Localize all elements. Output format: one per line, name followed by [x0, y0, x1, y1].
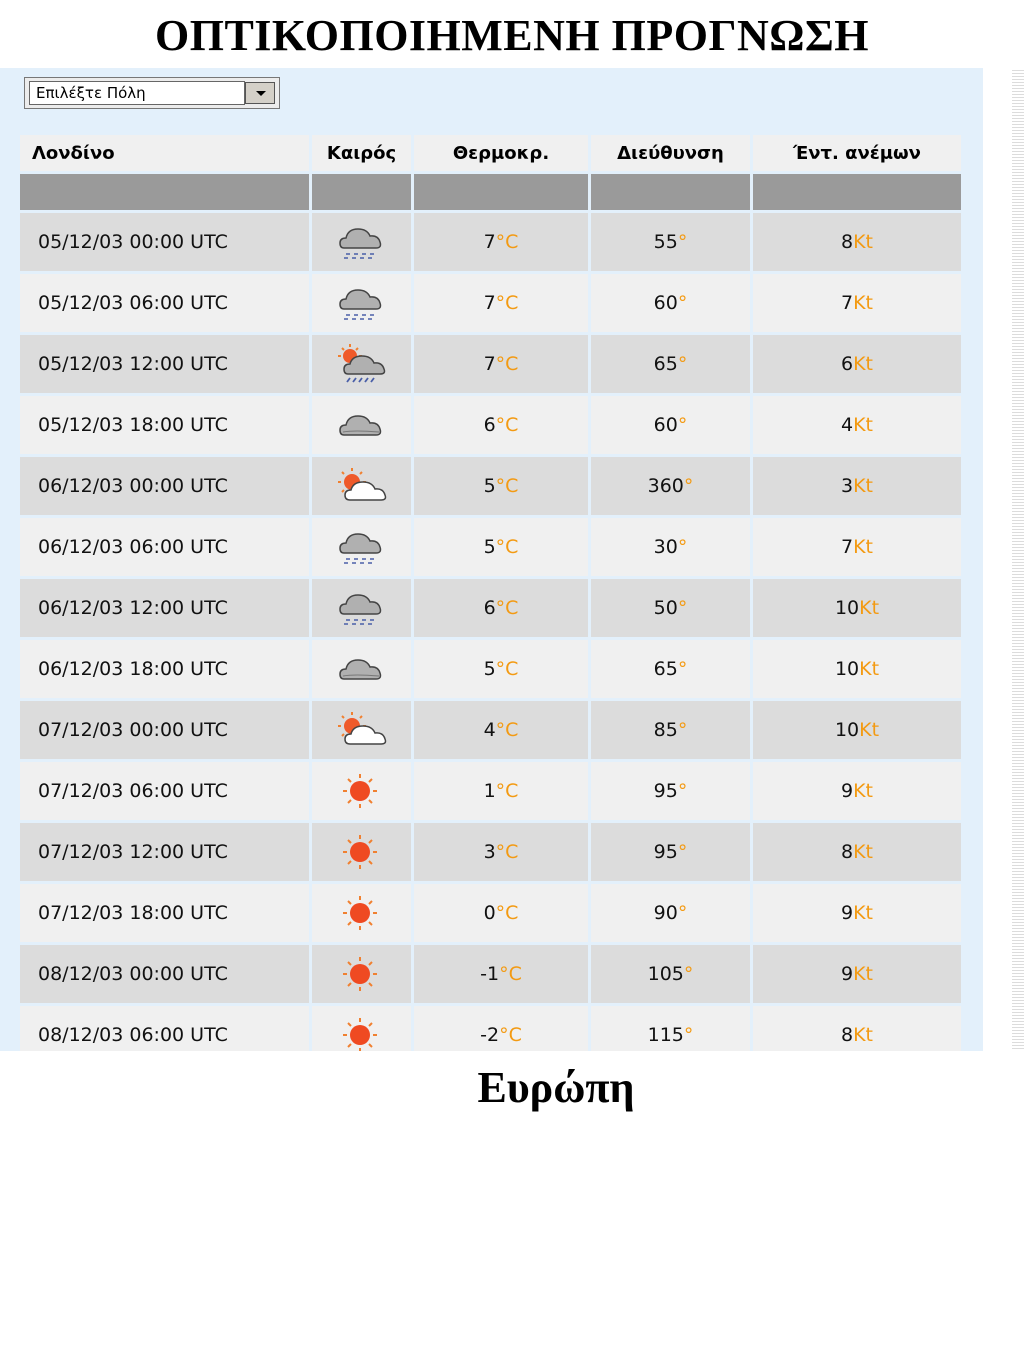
table-row	[20, 823, 961, 881]
time-cell	[20, 762, 309, 820]
direction-unit: °	[683, 963, 694, 985]
wind-speed-value: 9	[840, 780, 854, 802]
temperature-cell	[414, 884, 588, 942]
wind-speed-value: 9	[840, 902, 854, 924]
time-text: 07/12/03 06:00 UTC	[38, 780, 228, 802]
temperature-value: 4	[483, 719, 496, 741]
wind-speed-value: 10	[834, 719, 860, 741]
direction-value: 30	[653, 536, 678, 558]
direction-cell	[591, 457, 750, 515]
weather-cell	[312, 945, 411, 1003]
forecast-table	[17, 132, 964, 1051]
header-temperature: Θερμοκρ.	[414, 135, 588, 171]
wind-speed-cell	[753, 1006, 961, 1051]
cloud-drizzle-icon	[334, 220, 390, 264]
direction-cell	[591, 518, 750, 576]
temperature-cell	[414, 1006, 588, 1051]
temperature-unit: °C	[495, 597, 519, 619]
wind-speed-unit: Kt	[853, 231, 873, 253]
city-select[interactable]	[24, 77, 280, 109]
direction-unit: °	[683, 475, 694, 497]
weather-cell	[312, 213, 411, 271]
temperature-cell	[414, 518, 588, 576]
wind-speed-value: 8	[840, 1024, 854, 1046]
sun-icon	[334, 952, 390, 996]
temperature-value: -2	[480, 1024, 500, 1046]
table-row	[20, 579, 961, 637]
temperature-value: -1	[480, 963, 500, 985]
wind-speed-unit: Kt	[853, 841, 873, 863]
wind-speed-unit: Kt	[853, 963, 873, 985]
direction-cell	[591, 823, 750, 881]
wind-speed-unit: Kt	[859, 658, 880, 680]
temperature-value: 5	[483, 475, 496, 497]
temperature-cell	[414, 213, 588, 271]
direction-unit: °	[677, 292, 688, 314]
direction-cell	[591, 1006, 750, 1051]
spacer-cell	[312, 174, 411, 210]
scrollbar-edge	[1012, 70, 1024, 1050]
direction-cell	[591, 396, 750, 454]
wind-speed-cell	[753, 640, 961, 698]
time-text: 05/12/03 18:00 UTC	[38, 414, 228, 436]
page-title: ΟΠΤΙΚΟΠΟΙΗΜΕΝΗ ΠΡΟΓΝΩΣΗ	[155, 11, 869, 60]
direction-value: 95	[653, 841, 678, 863]
wind-speed-unit: Kt	[853, 1024, 873, 1046]
direction-value: 65	[653, 353, 678, 375]
time-text: 06/12/03 06:00 UTC	[38, 536, 228, 558]
direction-unit: °	[677, 841, 688, 863]
wind-speed-value: 4	[840, 414, 854, 436]
wind-speed-value: 8	[840, 231, 854, 253]
direction-unit: °	[677, 902, 688, 924]
temperature-unit: °C	[499, 1024, 522, 1046]
direction-unit: °	[677, 597, 688, 619]
wind-speed-cell	[753, 762, 961, 820]
table-row	[20, 884, 961, 942]
table-row	[20, 640, 961, 698]
wind-speed-unit: Kt	[859, 719, 880, 741]
time-text: 05/12/03 00:00 UTC	[38, 231, 228, 253]
wind-speed-cell	[753, 457, 961, 515]
temperature-value: 5	[483, 658, 496, 680]
direction-cell	[591, 884, 750, 942]
weather-cell	[312, 640, 411, 698]
temperature-value: 7	[483, 231, 496, 253]
wind-speed-cell	[753, 823, 961, 881]
wind-speed-value: 3	[840, 475, 854, 497]
direction-unit: °	[677, 536, 688, 558]
time-cell	[20, 945, 309, 1003]
direction-unit: °	[677, 231, 688, 253]
time-text: 08/12/03 06:00 UTC	[38, 1024, 228, 1046]
header-weather: Καιρός	[312, 135, 411, 171]
temperature-unit: °C	[495, 841, 519, 863]
sun-icon	[334, 1013, 390, 1051]
sun-cloud-icon	[334, 708, 390, 752]
time-text: 07/12/03 12:00 UTC	[38, 841, 228, 863]
temperature-value: 5	[483, 536, 496, 558]
temperature-cell	[414, 457, 588, 515]
header-wind-speed: Έντ. ανέμων	[753, 135, 961, 171]
direction-value: 85	[653, 719, 678, 741]
wind-speed-unit: Kt	[859, 597, 880, 619]
table-row	[20, 274, 961, 332]
wind-speed-cell	[753, 274, 961, 332]
wind-speed-value: 10	[834, 597, 860, 619]
spacer-cell	[414, 174, 588, 210]
direction-value: 90	[653, 902, 678, 924]
temperature-unit: °C	[495, 536, 519, 558]
temperature-cell	[414, 579, 588, 637]
time-cell	[20, 823, 309, 881]
weather-cell	[312, 335, 411, 393]
time-cell	[20, 335, 309, 393]
spacer-cell	[753, 174, 961, 210]
weather-cell	[312, 823, 411, 881]
sun-icon	[334, 769, 390, 813]
direction-value: 115	[647, 1024, 684, 1046]
temperature-cell	[414, 823, 588, 881]
temperature-cell	[414, 640, 588, 698]
direction-unit: °	[677, 658, 688, 680]
header-direction: Διεύθυνση	[591, 135, 750, 171]
time-text: 05/12/03 12:00 UTC	[38, 353, 228, 375]
table-row	[20, 1006, 961, 1051]
wind-speed-cell	[753, 396, 961, 454]
temperature-unit: °C	[495, 719, 519, 741]
direction-cell	[591, 762, 750, 820]
time-cell	[20, 1006, 309, 1051]
time-cell	[20, 701, 309, 759]
wind-speed-value: 8	[840, 841, 854, 863]
wind-speed-value: 9	[840, 963, 854, 985]
direction-unit: °	[677, 780, 688, 802]
city-select-value[interactable]: Επιλέξτε Πόλη	[29, 81, 245, 105]
table-row	[20, 457, 961, 515]
table-row	[20, 945, 961, 1003]
weather-cell	[312, 518, 411, 576]
time-cell	[20, 274, 309, 332]
wind-speed-unit: Kt	[853, 902, 873, 924]
time-text: 07/12/03 18:00 UTC	[38, 902, 228, 924]
spacer-cell	[20, 174, 309, 210]
temperature-unit: °C	[495, 292, 519, 314]
spacer-cell	[591, 174, 750, 210]
weather-cell	[312, 396, 411, 454]
direction-unit: °	[683, 1024, 694, 1046]
table-row	[20, 762, 961, 820]
temperature-value: 6	[483, 414, 496, 436]
table-row	[20, 701, 961, 759]
time-text: 06/12/03 18:00 UTC	[38, 658, 228, 680]
wind-speed-cell	[753, 945, 961, 1003]
wind-speed-value: 10	[834, 658, 860, 680]
direction-value: 95	[653, 780, 678, 802]
wind-speed-cell	[753, 579, 961, 637]
region-label: Ευρώπη	[477, 1063, 635, 1112]
wind-speed-unit: Kt	[853, 780, 873, 802]
temperature-unit: °C	[495, 475, 519, 497]
temperature-value: 1	[483, 780, 496, 802]
forecast-panel	[0, 68, 983, 1051]
wind-speed-cell	[753, 335, 961, 393]
time-cell	[20, 884, 309, 942]
sun-cloud-icon	[334, 464, 390, 508]
header-spacer-row	[20, 174, 961, 210]
time-text: 08/12/03 00:00 UTC	[38, 963, 228, 985]
direction-unit: °	[677, 414, 688, 436]
cloud-icon	[334, 403, 390, 447]
direction-cell	[591, 335, 750, 393]
weather-cell	[312, 457, 411, 515]
table-row	[20, 518, 961, 576]
direction-cell	[591, 640, 750, 698]
temperature-value: 0	[483, 902, 496, 924]
chevron-down-icon[interactable]	[245, 82, 275, 104]
direction-cell	[591, 579, 750, 637]
time-text: 05/12/03 06:00 UTC	[38, 292, 228, 314]
wind-speed-cell	[753, 701, 961, 759]
time-cell	[20, 396, 309, 454]
temperature-cell	[414, 396, 588, 454]
wind-speed-cell	[753, 518, 961, 576]
time-text: 07/12/03 00:00 UTC	[38, 719, 228, 741]
direction-cell	[591, 213, 750, 271]
wind-speed-unit: Kt	[853, 414, 873, 436]
time-cell	[20, 213, 309, 271]
weather-cell	[312, 701, 411, 759]
temperature-unit: °C	[495, 902, 519, 924]
wind-speed-value: 7	[840, 292, 854, 314]
time-cell	[20, 640, 309, 698]
table-row	[20, 213, 961, 271]
cloud-drizzle-icon	[334, 525, 390, 569]
weather-cell	[312, 579, 411, 637]
temperature-unit: °C	[495, 353, 519, 375]
direction-unit: °	[677, 719, 688, 741]
sun-icon	[334, 891, 390, 935]
temperature-value: 7	[483, 353, 496, 375]
temperature-unit: °C	[495, 658, 519, 680]
wind-speed-unit: Kt	[853, 475, 873, 497]
wind-speed-cell	[753, 213, 961, 271]
time-cell	[20, 579, 309, 637]
sun-icon	[334, 830, 390, 874]
temperature-value: 6	[483, 597, 496, 619]
weather-cell	[312, 884, 411, 942]
direction-value: 50	[653, 597, 678, 619]
table-row	[20, 335, 961, 393]
temperature-unit: °C	[495, 231, 519, 253]
sun-cloud-rain-icon	[334, 342, 390, 386]
weather-cell	[312, 274, 411, 332]
time-cell	[20, 518, 309, 576]
direction-value: 60	[653, 414, 678, 436]
forecast-rows	[20, 213, 961, 1051]
temperature-cell	[414, 945, 588, 1003]
wind-speed-unit: Kt	[853, 292, 873, 314]
temperature-unit: °C	[495, 780, 519, 802]
direction-cell	[591, 945, 750, 1003]
table-row	[20, 396, 961, 454]
direction-value: 360	[647, 475, 684, 497]
wind-speed-unit: Kt	[853, 353, 873, 375]
direction-value: 65	[653, 658, 678, 680]
temperature-cell	[414, 701, 588, 759]
temperature-cell	[414, 274, 588, 332]
time-text: 06/12/03 00:00 UTC	[38, 475, 228, 497]
temperature-unit: °C	[499, 963, 522, 985]
time-text: 06/12/03 12:00 UTC	[38, 597, 228, 619]
temperature-value: 7	[483, 292, 496, 314]
time-cell	[20, 457, 309, 515]
temperature-unit: °C	[495, 414, 519, 436]
temperature-cell	[414, 762, 588, 820]
weather-cell	[312, 762, 411, 820]
direction-cell	[591, 274, 750, 332]
wind-speed-value: 6	[840, 353, 854, 375]
direction-value: 55	[653, 231, 678, 253]
wind-speed-value: 7	[840, 536, 854, 558]
direction-unit: °	[677, 353, 688, 375]
wind-speed-cell	[753, 884, 961, 942]
cloud-drizzle-icon	[334, 586, 390, 630]
temperature-value: 3	[483, 841, 496, 863]
direction-value: 105	[647, 963, 684, 985]
header-row	[20, 135, 961, 171]
wind-speed-unit: Kt	[853, 536, 873, 558]
temperature-cell	[414, 335, 588, 393]
direction-cell	[591, 701, 750, 759]
cloud-icon	[334, 647, 390, 691]
cloud-drizzle-icon	[334, 281, 390, 325]
direction-value: 60	[653, 292, 678, 314]
header-city: Λονδίνο	[20, 135, 309, 171]
weather-cell	[312, 1006, 411, 1051]
